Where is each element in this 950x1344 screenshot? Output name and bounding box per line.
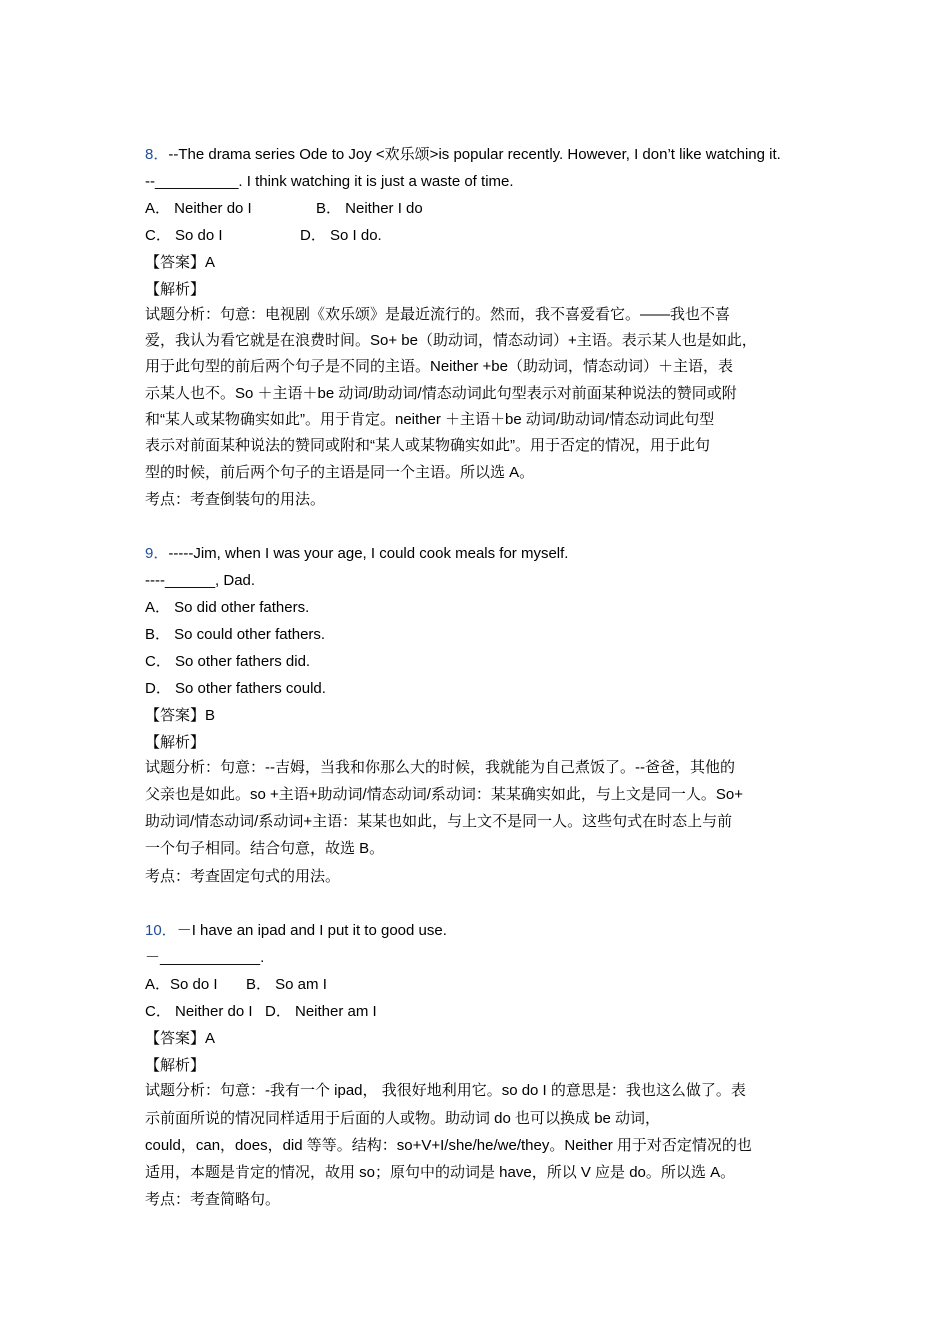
analysis-line: 试题分析：句意：-我有一个 ipad， 我很好地利用它。so do I 的意思是：我也这么做了。表 <box>145 1082 746 1099</box>
analysis-label: 【解析】 <box>145 734 206 751</box>
test-point: 考点：考查固定句式的用法。 <box>145 868 341 885</box>
option-a: A． So did other fathers. <box>145 599 310 616</box>
option-a: A．So do I <box>145 976 218 993</box>
analysis-line: 表示对前面某种说法的赞同或附和“某人或某物确实如此”。用于否定的情况，用于此句 <box>145 437 710 454</box>
question-stem: －I have an ipad and I put it to good use. <box>176 922 447 939</box>
analysis-label: 【解析】 <box>145 281 206 298</box>
question-9-stem-line-1 <box>145 544 568 564</box>
analysis-line: 用于此句型的前后两个句子是不同的主语。Neither +be（助动词，情态动词）＋主语，表 <box>145 358 733 375</box>
answer: 【答案】A <box>145 1030 216 1047</box>
question-8-options-row-1 <box>145 199 423 219</box>
option-d: D． Neither am I <box>265 1003 377 1020</box>
option-b: B． So could other fathers. <box>145 626 326 643</box>
question-8-options-row-2 <box>145 226 382 246</box>
analysis-line: 父亲也是如此。so +主语+助动词/情态动词/系动词：某某确实如此，与上文是同一人。So+ <box>145 786 743 803</box>
analysis-line: 示前面所说的情况同样适用于后面的人或物。助动词 do 也可以换成 be 动词， <box>145 1110 661 1127</box>
analysis-line: 助动词/情态动词/系动词+主语：某某也如此，与上文不是同一人。这些句式在时态上与前 <box>145 813 733 830</box>
option-c: C． Neither do I <box>145 1003 253 1020</box>
question-number: 10． <box>145 922 177 939</box>
option-d: D． So other fathers could. <box>145 680 326 697</box>
analysis-line: could，can，does，did 等等。结构：so+V+I/she/he/we/they。Neither 用于对否定情况的也 <box>145 1137 752 1154</box>
analysis-line: 和“某人或某物确实如此”。用于肯定。neither ＋主语＋be 动词/助动词/情态动词此句型 <box>145 411 715 428</box>
analysis-label: 【解析】 <box>145 1057 206 1074</box>
option-c: C． So other fathers did. <box>145 653 311 670</box>
question-stem: -----Jim, when I was your age, I could cook meals for myself. <box>168 545 569 562</box>
analysis-line: 试题分析：句意：电视剧《欢乐颂》是最近流行的。然而，我不喜爱看它。——我也不喜 <box>145 306 731 323</box>
test-point: 考点：考查倒装句的用法。 <box>145 491 326 508</box>
analysis-line: 示某人也不。So ＋主语＋be 动词/助动词/情态动词此句型表示对前面某种说法的赞同或附 <box>145 385 737 402</box>
question-8-stem-line-2: --__________. I think watching it is just a waste of time. <box>145 173 514 190</box>
answer: 【答案】B <box>145 707 216 724</box>
question-number: 9． <box>145 545 169 562</box>
analysis-line: 适用，本题是肯定的情况，故用 so；原句中的动词是 have，所以 V 应是 do。所以选 A。 <box>145 1164 736 1181</box>
question-stem: --The drama series Ode to Joy <欢乐颂>is popular recently. However, I don’t like watching it. <box>168 146 781 163</box>
question-number: 8． <box>145 146 169 163</box>
option-b: B． So am I <box>246 976 327 993</box>
option-b: B． Neither I do <box>316 200 423 217</box>
analysis-line: 一个句子相同。结合句意，故选 B。 <box>145 840 385 857</box>
question-8-stem-line-1 <box>145 145 781 165</box>
analysis-line: 试题分析：句意：--吉姆，当我和你那么大的时候，我就能为自己煮饭了。--爸爸，其他的 <box>145 759 735 776</box>
question-9-stem-line-2: ----______, Dad. <box>145 572 256 589</box>
question-10-options-row-2 <box>145 1002 377 1022</box>
option-a: A． Neither do I <box>145 200 252 217</box>
question-10-options-row-1 <box>145 975 327 995</box>
answer: 【答案】A <box>145 254 216 271</box>
question-10-stem-line-1 <box>145 921 447 941</box>
question-10-stem-line-2: －____________. <box>145 949 265 966</box>
test-point: 考点：考查简略句。 <box>145 1191 281 1208</box>
analysis-line: 爱，我认为看它就是在浪费时间。So+ be（助动词，情态动词）+主语。表示某人也是如此， <box>145 332 757 349</box>
option-c: C． So do I <box>145 227 223 244</box>
option-d: D． So I do. <box>300 227 382 244</box>
analysis-line: 型的时候，前后两个句子的主语是同一个主语。所以选 A。 <box>145 464 535 481</box>
